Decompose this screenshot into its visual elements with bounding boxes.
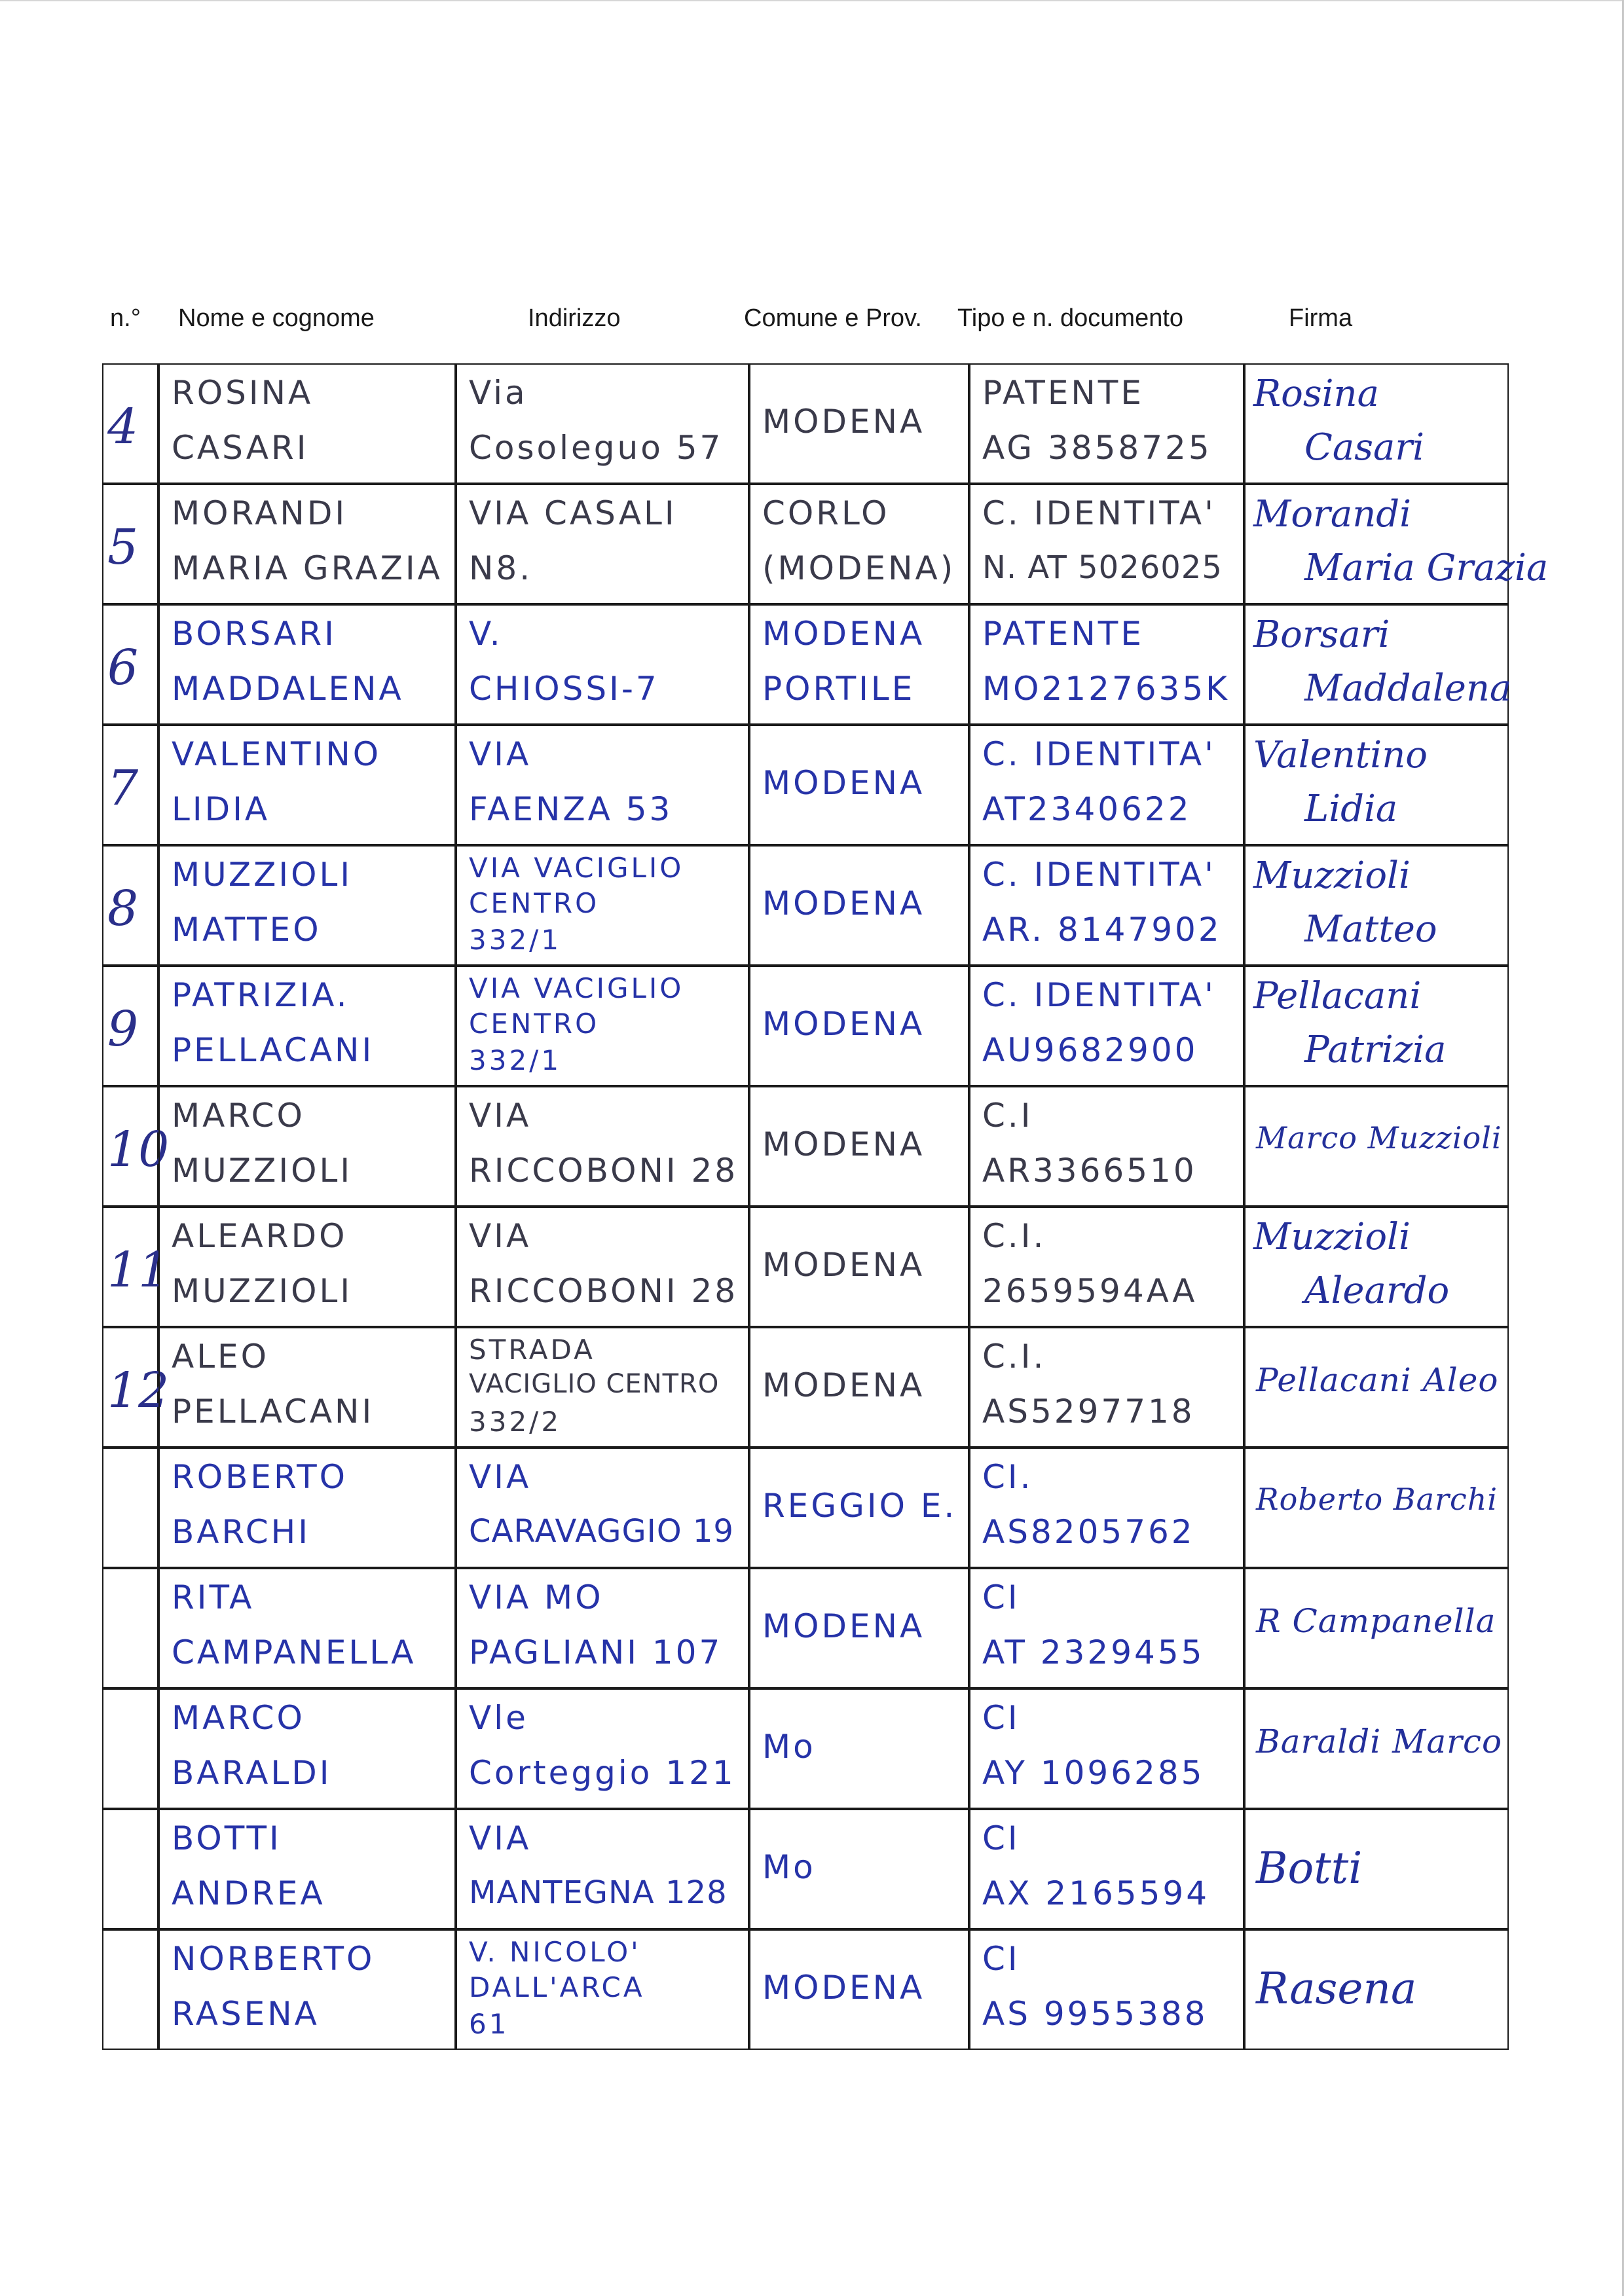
address-line-2: RICCOBONI 28 — [469, 1272, 739, 1310]
address-cell — [456, 1448, 749, 1568]
document-cell — [969, 725, 1244, 845]
name-cell — [158, 484, 456, 604]
row-number: 6 — [107, 640, 139, 696]
document-type: CI — [982, 1819, 1020, 1857]
document-type: CI — [982, 1578, 1020, 1616]
signature-cell — [1244, 845, 1509, 966]
address-cell — [456, 1809, 749, 1929]
document-cell — [969, 1207, 1244, 1327]
municipality-line-1: MODENA — [762, 884, 925, 922]
row-number: 8 — [107, 881, 139, 937]
name-cell — [158, 1086, 456, 1207]
signature-cell — [1244, 363, 1509, 484]
address-cell — [456, 484, 749, 604]
name-cell — [158, 1327, 456, 1448]
first-line-name: ALEO — [172, 1338, 270, 1376]
document-number: AR. 8147902 — [982, 911, 1222, 949]
address-line-3: 332/2 — [469, 1406, 562, 1438]
number-cell — [102, 1688, 158, 1809]
number-cell — [102, 1448, 158, 1568]
address-cell — [456, 1688, 749, 1809]
table-row — [103, 725, 1509, 845]
signature-line-1: Baraldi Marco — [1256, 1722, 1503, 1760]
address-line-1: VIA — [469, 1819, 532, 1857]
signature-cell — [1244, 1207, 1509, 1327]
signature-cell — [1244, 1809, 1509, 1929]
number-cell — [102, 604, 158, 725]
address-line-2: Cosoleguo 57 — [469, 429, 724, 467]
number-cell — [102, 1327, 170, 1448]
municipality-cell — [749, 1809, 969, 1929]
first-line-name: NORBERTO — [172, 1940, 375, 1978]
signature-line-2: Lidia — [1304, 788, 1398, 830]
first-line-name: BORSARI — [172, 615, 337, 653]
document-cell — [969, 363, 1244, 484]
signature-line-1: Rosina — [1253, 373, 1379, 415]
address-line-3: 332/1 — [469, 924, 562, 956]
address-line-1: VIA MO — [469, 1578, 604, 1616]
municipality-line-1: MODENA — [762, 615, 925, 653]
second-line-name: MATTEO — [172, 911, 322, 949]
address-line-1: STRADA — [469, 1334, 595, 1366]
document-cell — [969, 484, 1244, 604]
address-line-2: CENTRO — [469, 887, 600, 919]
municipality-line-1: MODENA — [762, 1246, 925, 1284]
signature-cell — [1244, 484, 1549, 604]
municipality-line-1: Mo — [762, 1728, 816, 1766]
municipality-line-1: MODENA — [762, 764, 925, 802]
header-municipality: Comune e Prov. — [744, 304, 922, 332]
table-row — [103, 1448, 1509, 1568]
document-number: AS8205762 — [982, 1513, 1195, 1551]
row-number: 7 — [107, 760, 139, 816]
address-line-2: CARAVAGGIO 19 — [469, 1513, 734, 1550]
signature-line-1: Borsari — [1253, 613, 1390, 656]
municipality-line-1: MODENA — [762, 1005, 925, 1043]
document-type: C.I. — [982, 1338, 1046, 1376]
address-cell — [456, 1207, 749, 1327]
second-line-name: CASARI — [172, 429, 309, 467]
first-line-name: MUZZIOLI — [172, 856, 353, 894]
address-line-2: VACIGLIO CENTRO — [469, 1369, 720, 1399]
row-number: 10 — [107, 1121, 170, 1178]
name-cell — [158, 725, 456, 845]
document-type: C. IDENTITA' — [982, 856, 1216, 894]
signature-line-1: Muzzioli — [1253, 854, 1411, 897]
municipality-cell — [749, 1688, 969, 1809]
address-line-1: V. — [469, 615, 503, 653]
address-line-2: MANTEGNA 128 — [469, 1874, 728, 1911]
signature-line-1: Morandi — [1253, 493, 1412, 536]
document-number: N. AT 5026025 — [982, 549, 1223, 586]
row-number: 5 — [107, 519, 139, 575]
table-row — [103, 1207, 1509, 1327]
table-row — [103, 1809, 1509, 1929]
document-type: C.I. — [982, 1217, 1046, 1255]
signature-line-1: Rasena — [1256, 1963, 1417, 2014]
municipality-cell — [749, 1568, 969, 1688]
document-cell — [969, 1327, 1244, 1448]
row-number: 9 — [107, 1001, 139, 1057]
signature-line-1: Pellacani Aleo — [1256, 1361, 1499, 1399]
address-cell — [456, 1086, 749, 1207]
name-cell — [158, 1809, 456, 1929]
address-line-1: VIA CASALI — [469, 494, 677, 532]
address-cell — [456, 1327, 749, 1448]
address-line-2: RICCOBONI 28 — [469, 1152, 739, 1190]
municipality-cell — [749, 1929, 969, 2050]
second-line-name: MUZZIOLI — [172, 1152, 353, 1190]
document-number: AS5297718 — [982, 1393, 1195, 1430]
address-cell — [456, 363, 749, 484]
first-line-name: RITA — [172, 1578, 255, 1616]
name-cell — [158, 966, 456, 1086]
municipality-line-1: MODENA — [762, 1969, 925, 2007]
address-line-2: PAGLIANI 107 — [469, 1633, 723, 1671]
registration-table — [103, 363, 1549, 2047]
document-cell — [969, 845, 1244, 966]
table-row — [103, 484, 1549, 604]
address-line-3: 61 — [469, 2008, 509, 2040]
signature-line-2: Casari — [1304, 426, 1425, 469]
municipality-cell — [749, 725, 969, 845]
address-line-2: CENTRO — [469, 1008, 600, 1040]
first-line-name: PATRIZIA. — [172, 976, 350, 1014]
signature-line-2: Maddalena — [1304, 667, 1512, 710]
municipality-cell — [749, 1327, 969, 1448]
address-line-1: Vle — [469, 1699, 528, 1737]
name-cell — [158, 1207, 456, 1327]
address-line-2: N8. — [469, 549, 533, 587]
table-row — [103, 1929, 1509, 2050]
row-number: 12 — [107, 1362, 170, 1419]
number-cell — [102, 1207, 170, 1327]
second-line-name: MUZZIOLI — [172, 1272, 353, 1310]
name-cell — [158, 1688, 456, 1809]
signature-cell — [1244, 1688, 1509, 1809]
address-cell — [456, 1568, 749, 1688]
document-type: C.I — [982, 1097, 1033, 1135]
table-row — [103, 1688, 1509, 1809]
document-type: PATENTE — [982, 374, 1144, 412]
signature-line-2: Matteo — [1304, 908, 1437, 951]
second-line-name: MARIA GRAZIA — [172, 549, 443, 587]
second-line-name: CAMPANELLA — [172, 1633, 416, 1671]
municipality-line-2: PORTILE — [762, 670, 915, 708]
name-cell — [158, 363, 456, 484]
document-type: CI. — [982, 1458, 1033, 1496]
name-cell — [158, 1929, 456, 2050]
document-number: AU9682900 — [982, 1031, 1198, 1069]
number-cell — [102, 484, 158, 604]
document-cell — [969, 1086, 1244, 1207]
second-line-name: MADDALENA — [172, 670, 404, 708]
signature-line-2: Aleardo — [1304, 1269, 1450, 1312]
table-row — [103, 845, 1509, 966]
document-type: CI — [982, 1940, 1020, 1978]
address-cell — [456, 725, 749, 845]
table-header — [0, 298, 1624, 344]
page-top-edge — [0, 0, 1624, 1]
second-line-name: RASENA — [172, 1995, 320, 2033]
address-line-2: DALL'ARCA — [469, 1971, 645, 2003]
signature-line-1: Pellacani — [1253, 975, 1422, 1017]
number-cell — [102, 1568, 158, 1688]
signature-cell — [1244, 1929, 1509, 2050]
signature-line-2: Maria Grazia — [1304, 547, 1549, 589]
municipality-cell — [749, 966, 969, 1086]
municipality-cell — [749, 1207, 969, 1327]
municipality-line-1: Mo — [762, 1848, 816, 1886]
signature-line-1: R Campanella — [1256, 1602, 1496, 1640]
header-number: n.° — [110, 304, 141, 332]
second-line-name: PELLACANI — [172, 1393, 375, 1430]
signature-cell — [1244, 1568, 1509, 1688]
document-number: MO2127635K — [982, 670, 1230, 708]
header-document: Tipo e n. documento — [957, 304, 1184, 332]
municipality-cell — [749, 845, 969, 966]
document-number: AX 2165594 — [982, 1874, 1210, 1912]
row-number: 4 — [107, 399, 139, 455]
second-line-name: BARALDI — [172, 1754, 332, 1792]
first-line-name: ROBERTO — [172, 1458, 348, 1496]
table-row — [103, 1327, 1509, 1448]
first-line-name: MARCO — [172, 1699, 305, 1737]
first-line-name: MARCO — [172, 1097, 305, 1135]
municipality-cell — [749, 1448, 969, 1568]
municipality-line-1: REGGIO E. — [762, 1487, 957, 1525]
municipality-line-2: (MODENA) — [762, 549, 956, 587]
signature-cell — [1244, 604, 1512, 725]
table-row — [103, 966, 1509, 1086]
document-type: C. IDENTITA' — [982, 735, 1216, 773]
second-line-name: LIDIA — [172, 790, 270, 828]
address-line-2: FAENZA 53 — [469, 790, 673, 828]
first-line-name: VALENTINO — [172, 735, 382, 773]
document-number: AY 1096285 — [982, 1754, 1205, 1792]
number-cell — [102, 845, 158, 966]
address-line-2: Corteggio 121 — [469, 1754, 736, 1792]
municipality-cell — [749, 1086, 969, 1207]
signature-cell — [1244, 1327, 1509, 1448]
address-line-1: VIA — [469, 735, 532, 773]
address-line-1: V. NICOLO' — [469, 1936, 641, 1968]
header-address: Indirizzo — [528, 304, 621, 332]
document-number: 2659594AA — [982, 1272, 1198, 1310]
municipality-cell — [749, 604, 969, 725]
municipality-line-1: CORLO — [762, 494, 890, 532]
municipality-line-1: MODENA — [762, 1607, 925, 1645]
signature-cell — [1244, 1086, 1509, 1207]
document-cell — [969, 1929, 1244, 2050]
first-line-name: ALEARDO — [172, 1217, 348, 1255]
municipality-cell — [749, 484, 969, 604]
document-cell — [969, 604, 1244, 725]
number-cell — [102, 1086, 170, 1207]
name-cell — [158, 1568, 456, 1688]
address-line-1: VIA — [469, 1097, 532, 1135]
address-cell — [456, 1929, 749, 2050]
first-line-name: ROSINA — [172, 374, 314, 412]
signature-line-1: Marco Muzzioli — [1256, 1120, 1502, 1156]
address-cell — [456, 966, 749, 1086]
municipality-line-1: MODENA — [762, 1125, 925, 1163]
municipality-cell — [749, 363, 969, 484]
address-line-1: VIA VACIGLIO — [469, 852, 684, 884]
address-line-3: 332/1 — [469, 1044, 562, 1076]
signature-cell — [1244, 1448, 1509, 1568]
document-cell — [969, 1809, 1244, 1929]
document-cell — [969, 1568, 1244, 1688]
number-cell — [102, 1809, 158, 1929]
number-cell — [102, 966, 158, 1086]
document-type: C. IDENTITA' — [982, 976, 1216, 1014]
document-number: AT2340622 — [982, 790, 1192, 828]
table-row — [103, 1568, 1509, 1688]
signature-line-1: Muzzioli — [1253, 1216, 1411, 1258]
address-line-1: VIA VACIGLIO — [469, 972, 684, 1004]
address-line-1: VIA — [469, 1458, 532, 1496]
row-number: 11 — [107, 1242, 170, 1298]
document-number: AS 9955388 — [982, 1995, 1208, 2033]
signature-line-1: Valentino — [1253, 734, 1428, 776]
address-line-2: CHIOSSI-7 — [469, 670, 659, 708]
signature-cell — [1244, 966, 1509, 1086]
document-type: CI — [982, 1699, 1020, 1737]
address-line-1: VIA — [469, 1217, 532, 1255]
document-cell — [969, 1688, 1244, 1809]
document-type: C. IDENTITA' — [982, 494, 1216, 532]
table-row — [103, 363, 1509, 484]
address-cell — [456, 845, 749, 966]
header-name: Nome e cognome — [178, 304, 375, 332]
signature-cell — [1244, 725, 1509, 845]
document-cell — [969, 966, 1244, 1086]
municipality-line-1: MODENA — [762, 403, 925, 441]
table-row — [103, 1086, 1509, 1207]
municipality-line-1: MODENA — [762, 1366, 925, 1404]
first-line-name: MORANDI — [172, 494, 348, 532]
header-signature: Firma — [1289, 304, 1353, 332]
document-cell — [969, 1448, 1244, 1568]
table-row — [103, 604, 1512, 725]
number-cell — [102, 725, 158, 845]
second-line-name: ANDREA — [172, 1874, 325, 1912]
name-cell — [158, 1448, 456, 1568]
address-line-1: Via — [469, 374, 528, 412]
signature-line-1: Roberto Barchi — [1256, 1482, 1498, 1517]
document-number: AG 3858725 — [982, 429, 1212, 467]
number-cell — [102, 1929, 158, 2050]
address-cell — [456, 604, 749, 725]
signature-line-1: Botti — [1256, 1843, 1363, 1893]
name-cell — [158, 845, 456, 966]
second-line-name: PELLACANI — [172, 1031, 375, 1069]
name-cell — [158, 604, 456, 725]
document-number: AT 2329455 — [982, 1633, 1205, 1671]
first-line-name: BOTTI — [172, 1819, 282, 1857]
number-cell — [102, 363, 158, 484]
document-number: AR3366510 — [982, 1152, 1197, 1190]
second-line-name: BARCHI — [172, 1513, 311, 1551]
document-type: PATENTE — [982, 615, 1144, 653]
signature-line-2: Patrizia — [1304, 1029, 1447, 1071]
